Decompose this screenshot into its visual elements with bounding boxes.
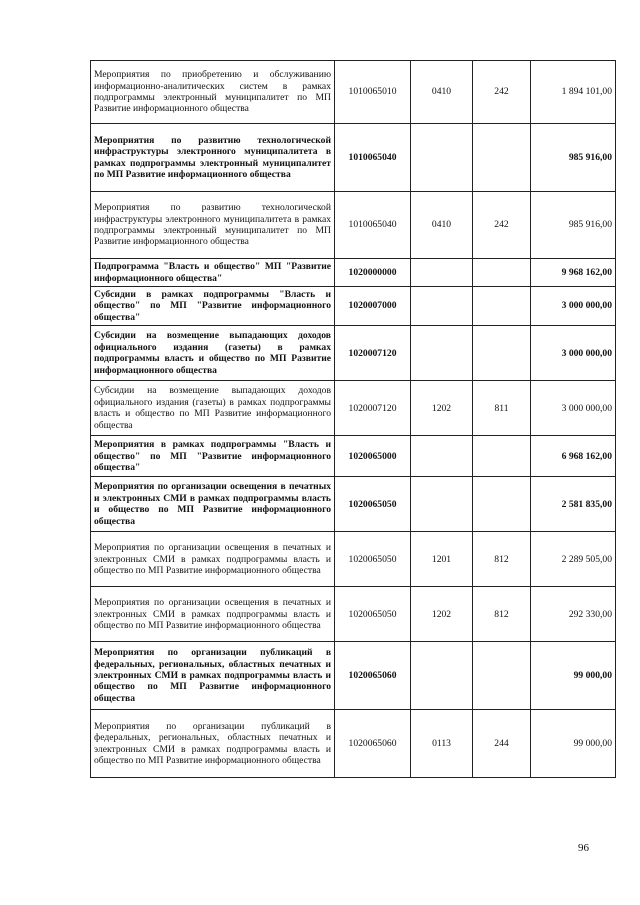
row-name: Мероприятия по развитию технологической инфраструктуры электронного муниципалитета в рамках подпрограммы электронный муниципалитет по МП Развитие информационного общества: [91, 124, 335, 192]
page-number: 96: [578, 842, 589, 854]
row-code: 1020007120: [335, 326, 411, 381]
row-name: Мероприятия по организации публикаций в федеральных, региональных, областных печатных и электронных СМИ в рамках подпрограммы власть и общество по МП Развитие информационного общества: [91, 642, 335, 710]
row-section: [411, 124, 473, 192]
row-code: 1020000000: [335, 259, 411, 287]
table-row: [91, 710, 616, 778]
row-amount: 3 000 000,00: [531, 326, 616, 381]
row-amount: 985 916,00: [531, 192, 616, 259]
row-code: 1020065000: [335, 436, 411, 477]
row-amount: 985 916,00: [531, 124, 616, 192]
table-row: [91, 436, 616, 477]
row-section: 0113: [411, 710, 473, 778]
table-row: [91, 61, 616, 124]
row-amount: 2 289 505,00: [531, 532, 616, 587]
row-amount: 3 000 000,00: [531, 381, 616, 436]
table-row: [91, 477, 616, 532]
row-section: [411, 477, 473, 532]
row-amount: 2 581 835,00: [531, 477, 616, 532]
table-row: [91, 381, 616, 436]
table-row: [91, 326, 616, 381]
row-section: 0410: [411, 61, 473, 124]
row-name: Мероприятия в рамках подпрограммы "Власть и общество" по МП "Развитие информационного общества": [91, 436, 335, 477]
row-amount: 99 000,00: [531, 710, 616, 778]
row-type: [473, 436, 531, 477]
row-amount: 292 330,00: [531, 587, 616, 642]
row-amount: 9 968 162,00: [531, 259, 616, 287]
row-code: 1020065050: [335, 477, 411, 532]
table-row: [91, 124, 616, 192]
row-name: Мероприятия по организации освещения в печатных и электронных СМИ в рамках подпрограммы власть и общество по МП Развитие информационного общества: [91, 532, 335, 587]
row-code: 1010065040: [335, 192, 411, 259]
row-name: Подпрограмма "Власть и общество" МП "Развитие информационного общества": [91, 259, 335, 287]
budget-table-body: [91, 61, 616, 778]
row-type: 812: [473, 532, 531, 587]
row-code: 1010065040: [335, 124, 411, 192]
row-type: 244: [473, 710, 531, 778]
table-row: [91, 532, 616, 587]
row-code: 1020007120: [335, 381, 411, 436]
row-type: [473, 326, 531, 381]
table-row: [91, 587, 616, 642]
row-code: 1020065060: [335, 642, 411, 710]
row-section: 1202: [411, 381, 473, 436]
row-amount: 3 000 000,00: [531, 287, 616, 326]
row-code: 1010065010: [335, 61, 411, 124]
row-type: 811: [473, 381, 531, 436]
row-section: [411, 642, 473, 710]
row-section: [411, 436, 473, 477]
row-type: [473, 259, 531, 287]
row-amount: 99 000,00: [531, 642, 616, 710]
table-row: [91, 259, 616, 287]
row-type: [473, 124, 531, 192]
row-amount: 6 968 162,00: [531, 436, 616, 477]
table-row: [91, 287, 616, 326]
table-row: [91, 642, 616, 710]
row-name: Мероприятия по развитию технологической инфраструктуры электронного муниципалитета в рамках подпрограммы электронный муниципалитет по МП Развитие информационного общества: [91, 192, 335, 259]
row-name: Мероприятия по организации освещения в печатных и электронных СМИ в рамках подпрограммы власть и общество по МП Развитие информационного общества: [91, 477, 335, 532]
row-name: Субсидии на возмещение выпадающих доходов официального издания (газеты) в рамках подпрограммы власть и общество по МП Развитие информационного общества: [91, 381, 335, 436]
row-type: [473, 477, 531, 532]
row-section: 1201: [411, 532, 473, 587]
row-type: [473, 642, 531, 710]
budget-table: [90, 60, 616, 778]
row-name: Субсидии в рамках подпрограммы "Власть и общество" по МП "Развитие информационного общества": [91, 287, 335, 326]
row-name: Субсидии на возмещение выпадающих доходов официального издания (газеты) в рамках подпрограммы власть и общество по МП Развитие информационного общества: [91, 326, 335, 381]
row-type: 242: [473, 61, 531, 124]
row-section: 0410: [411, 192, 473, 259]
row-code: 1020065050: [335, 532, 411, 587]
row-code: 1020065060: [335, 710, 411, 778]
row-type: 242: [473, 192, 531, 259]
row-type: 812: [473, 587, 531, 642]
row-type: [473, 287, 531, 326]
row-section: 1202: [411, 587, 473, 642]
table-row: [91, 192, 616, 259]
row-name: Мероприятия по организации публикаций в федеральных, региональных, областных печатных и электронных СМИ в рамках подпрограммы власть и общество по МП Развитие информационного общества: [91, 710, 335, 778]
row-section: [411, 287, 473, 326]
row-section: [411, 259, 473, 287]
row-code: 1020065050: [335, 587, 411, 642]
row-name: Мероприятия по приобретению и обслуживанию информационно-аналитических систем в рамках подпрограммы электронный муниципалитет по МП Развитие информационного общества: [91, 61, 335, 124]
row-code: 1020007000: [335, 287, 411, 326]
row-amount: 1 894 101,00: [531, 61, 616, 124]
row-section: [411, 326, 473, 381]
row-name: Мероприятия по организации освещения в печатных и электронных СМИ в рамках подпрограммы власть и общество по МП Развитие информационного общества: [91, 587, 335, 642]
